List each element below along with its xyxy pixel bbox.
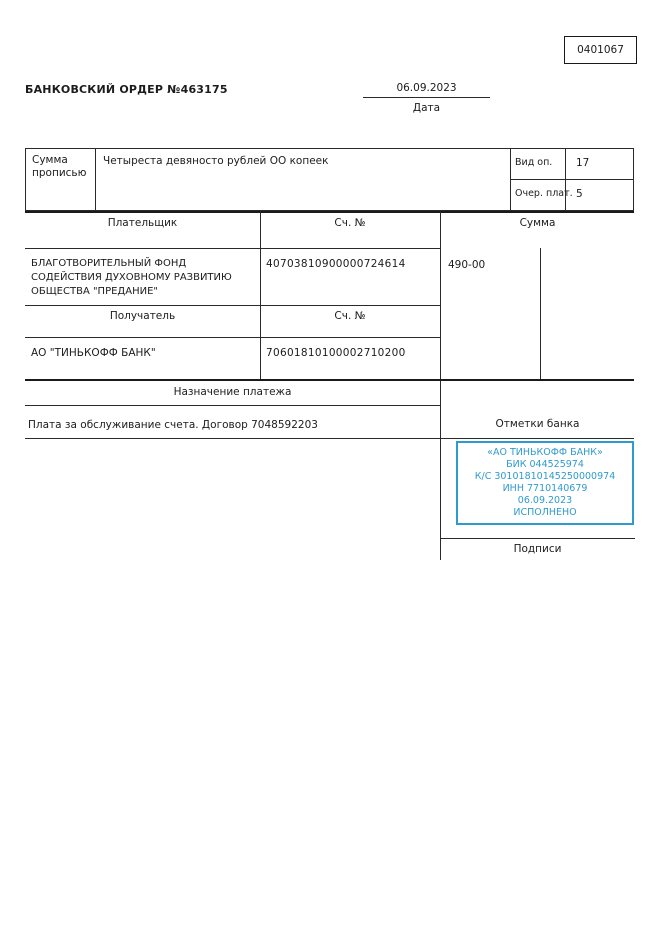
date-underline (363, 97, 490, 98)
amount-in-words-value: Четыреста девяносто рублей ОО копеек (96, 149, 511, 210)
divider-under-purpose-header (25, 405, 440, 406)
operation-type-label: Вид оп. (511, 149, 566, 179)
amount-in-words-box (25, 148, 634, 211)
bank-marks-header: Отметки банка (495, 418, 580, 430)
signatures-header: Подписи (513, 543, 562, 555)
divider-bottom-section (25, 438, 634, 439)
divider-above-signatures (440, 538, 635, 539)
recipient-section-header: Получатель (109, 310, 176, 322)
stamp-status: ИСПОЛНЕНО (513, 507, 577, 518)
divider-thick-top (25, 211, 634, 213)
operation-type-value: 17 (576, 157, 590, 169)
amount-value: 490-00 (448, 259, 486, 271)
payer-name: БЛАГОТВОРИТЕЛЬНЫЙ ФОНД СОДЕЙСТВИЯ ДУХОВНОМУ РАЗВИТИЮ ОБЩЕСТВА "ПРЕДАНИЕ" (31, 258, 232, 297)
stamp-corr-account: К/С 30101810145250000974 (474, 471, 616, 482)
date-label: Дата (412, 102, 441, 114)
payment-priority-row (511, 180, 633, 211)
divider-above-recipient-header (25, 305, 440, 306)
date-value: 06.09.2023 (396, 82, 457, 94)
document-title: БАНКОВСКИЙ ОРДЕР №463175 (25, 83, 228, 96)
payment-priority-value: 5 (576, 187, 583, 200)
divider-vertical-account (260, 211, 261, 380)
divider-vertical-sum-column (440, 211, 441, 560)
divider-vertical-sum-value (540, 248, 541, 380)
payer-section-header: Плательщик (107, 217, 178, 229)
purpose-value: Плата за обслуживание счета. Договор 7048592203 (28, 419, 318, 431)
payer-account-header: Сч. № (334, 217, 366, 229)
divider-under-payer-header (25, 248, 440, 249)
bank-stamp (456, 441, 634, 525)
divider-under-recipient-header (25, 337, 440, 338)
recipient-account-header: Сч. № (334, 310, 366, 322)
stamp-inn: ИНН 7710140679 (502, 483, 588, 494)
amount-in-words-label: Сумма прописью (26, 149, 96, 210)
recipient-account-number: 70601810100002710200 (266, 347, 406, 359)
form-code: 0401067 (577, 44, 624, 56)
divider-thick-middle (25, 379, 634, 381)
stamp-bank-name: «АО ТИНЬКОФФ БАНК» (487, 447, 603, 458)
operation-block (511, 149, 633, 210)
form-code-box (564, 36, 637, 64)
stamp-bik: БИК 044525974 (506, 459, 584, 470)
stamp-date: 06.09.2023 (517, 495, 573, 506)
operation-type-row (511, 149, 633, 180)
purpose-header: Назначение платежа (173, 386, 292, 398)
payment-priority-label: Очер. плат. (511, 180, 566, 211)
recipient-name: АО "ТИНЬКОФФ БАНК" (31, 347, 156, 359)
amount-column-header: Сумма (519, 217, 556, 229)
payer-account-number: 40703810900000724614 (266, 258, 406, 270)
